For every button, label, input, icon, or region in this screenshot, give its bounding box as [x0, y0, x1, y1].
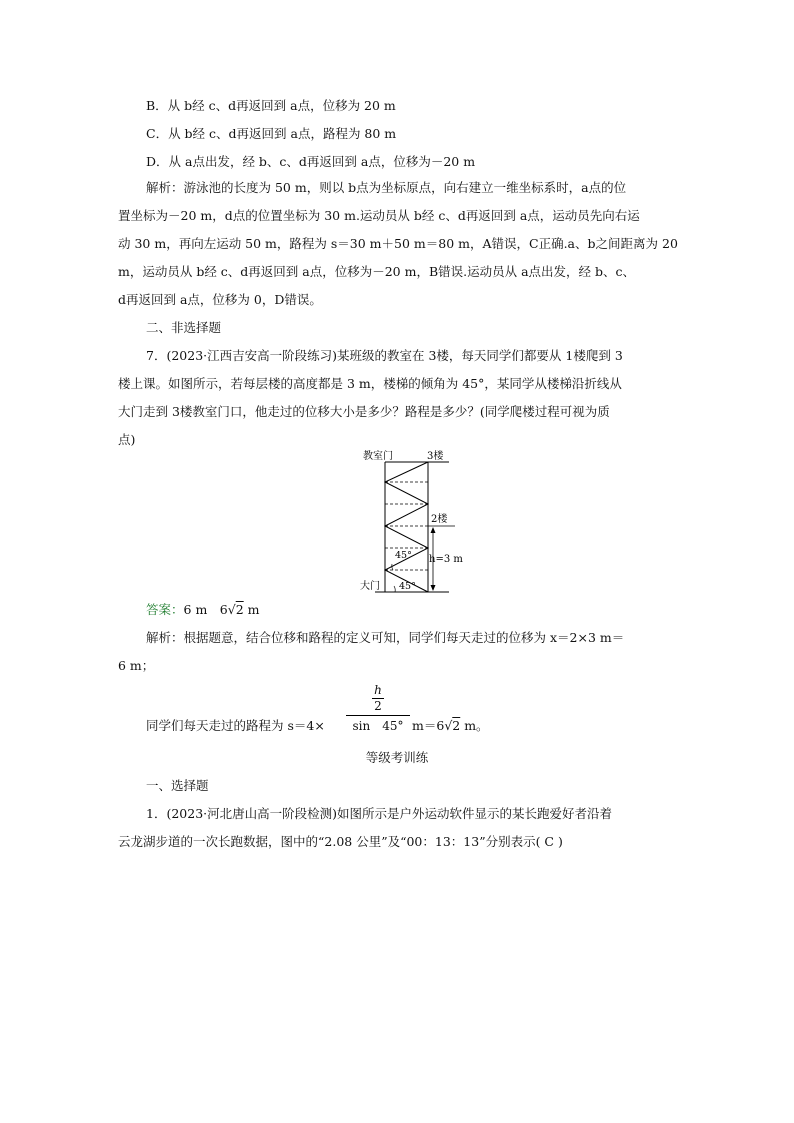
section-title: 等级考训练 — [365, 750, 429, 765]
question1-line: 1．(2023·河北唐山高一阶段检测)如图所示是户外运动软件显示的某长跑爱好者沿着 — [146, 806, 612, 821]
analysis2-suffix-text: m＝6 — [412, 718, 445, 733]
analysis1-line: d再返回到 a点，位移为 0，D错误。 — [118, 292, 322, 307]
height-label: h=3 m — [429, 554, 463, 565]
question7-line: 楼上课。如图所示，若每层楼的高度都是 3 m，楼梯的倾角为 45°，某同学从楼梯沿折线从 — [118, 376, 622, 391]
classroom-door-label: 教室门 — [363, 451, 393, 462]
question7-line: 7．(2023·江西吉安高一阶段练习)某班级的教室在 3楼，每天同学们都要从 1楼爬到 3 — [146, 348, 623, 363]
question1-line: 云龙湖步道的一次长跑数据，图中的“2.08 公里”及“00：13：13”分别表示( C ) — [118, 834, 563, 849]
angle-label: 45° — [395, 550, 412, 561]
angle-label: 45° — [399, 581, 416, 592]
sqrt-symbol: √ — [444, 718, 453, 733]
staircase-figure — [355, 446, 465, 596]
fraction — [346, 682, 410, 736]
analysis2-suffix — [412, 716, 489, 736]
option-d: D．从 a点出发，经 b、c、d再返回到 a点，位移为－20 m — [146, 154, 476, 169]
sqrt-symbol: √ — [227, 602, 236, 617]
section-heading: 一、选择题 — [146, 778, 209, 793]
analysis1-line: 置坐标为－20 m，d点的位置坐标为 30 m.运动员从 b经 c、d再返回到 a点，运动员先向右运 — [118, 208, 640, 223]
analysis2-end: m。 — [460, 718, 489, 733]
fraction-2: 2 — [374, 699, 382, 713]
floor3-label: 3楼 — [427, 451, 444, 462]
gate-label: 大门 — [360, 581, 380, 592]
answer-unit: m — [243, 602, 260, 617]
answer-line — [146, 600, 260, 620]
analysis2-prefix: 同学们每天走过的路程为 s＝4× — [146, 718, 325, 733]
analysis2-sqrt-value: 2 — [452, 718, 461, 733]
section-heading: 二、非选择题 — [146, 320, 222, 335]
question7-line: 点) — [118, 432, 136, 447]
analysis1-line: 解析：游泳池的长度为 50 m，则以 b点为坐标原点，向右建立一维坐标系时，a点的位 — [146, 180, 627, 195]
analysis1-line: m，运动员从 b经 c、d再返回到 a点，位移为－20 m，B错误.运动员从 a点出发，经 b、c、 — [118, 264, 636, 279]
floor2-label: 2楼 — [431, 514, 448, 525]
analysis2-line: 6 m； — [118, 658, 155, 673]
question7-line: 大门走到 3楼教室门口，他走过的位移大小是多少？路程是多少？(同学爬楼过程可视为质 — [118, 404, 610, 419]
option-c: C．从 b经 c、d再返回到 a点，路程为 80 m — [146, 126, 397, 141]
answer-text: 6 m 6 — [183, 602, 228, 617]
fraction-h: h — [374, 683, 382, 697]
option-b: B．从 b经 c、d再返回到 a点，位移为 20 m — [146, 98, 396, 113]
answer-sqrt-value: 2 — [235, 602, 244, 617]
analysis2-line: 解析：根据题意，结合位移和路程的定义可知，同学们每天走过的位移为 x＝2×3 m＝ — [146, 630, 625, 645]
analysis1-line: 动 30 m，再向左运动 50 m，路程为 s＝30 m＋50 m＝80 m，A错误，C正确.a、b之间距离为 20 — [118, 236, 678, 251]
answer-label: 答案： — [146, 602, 184, 617]
fraction-denominator: sin 45° — [352, 719, 404, 733]
